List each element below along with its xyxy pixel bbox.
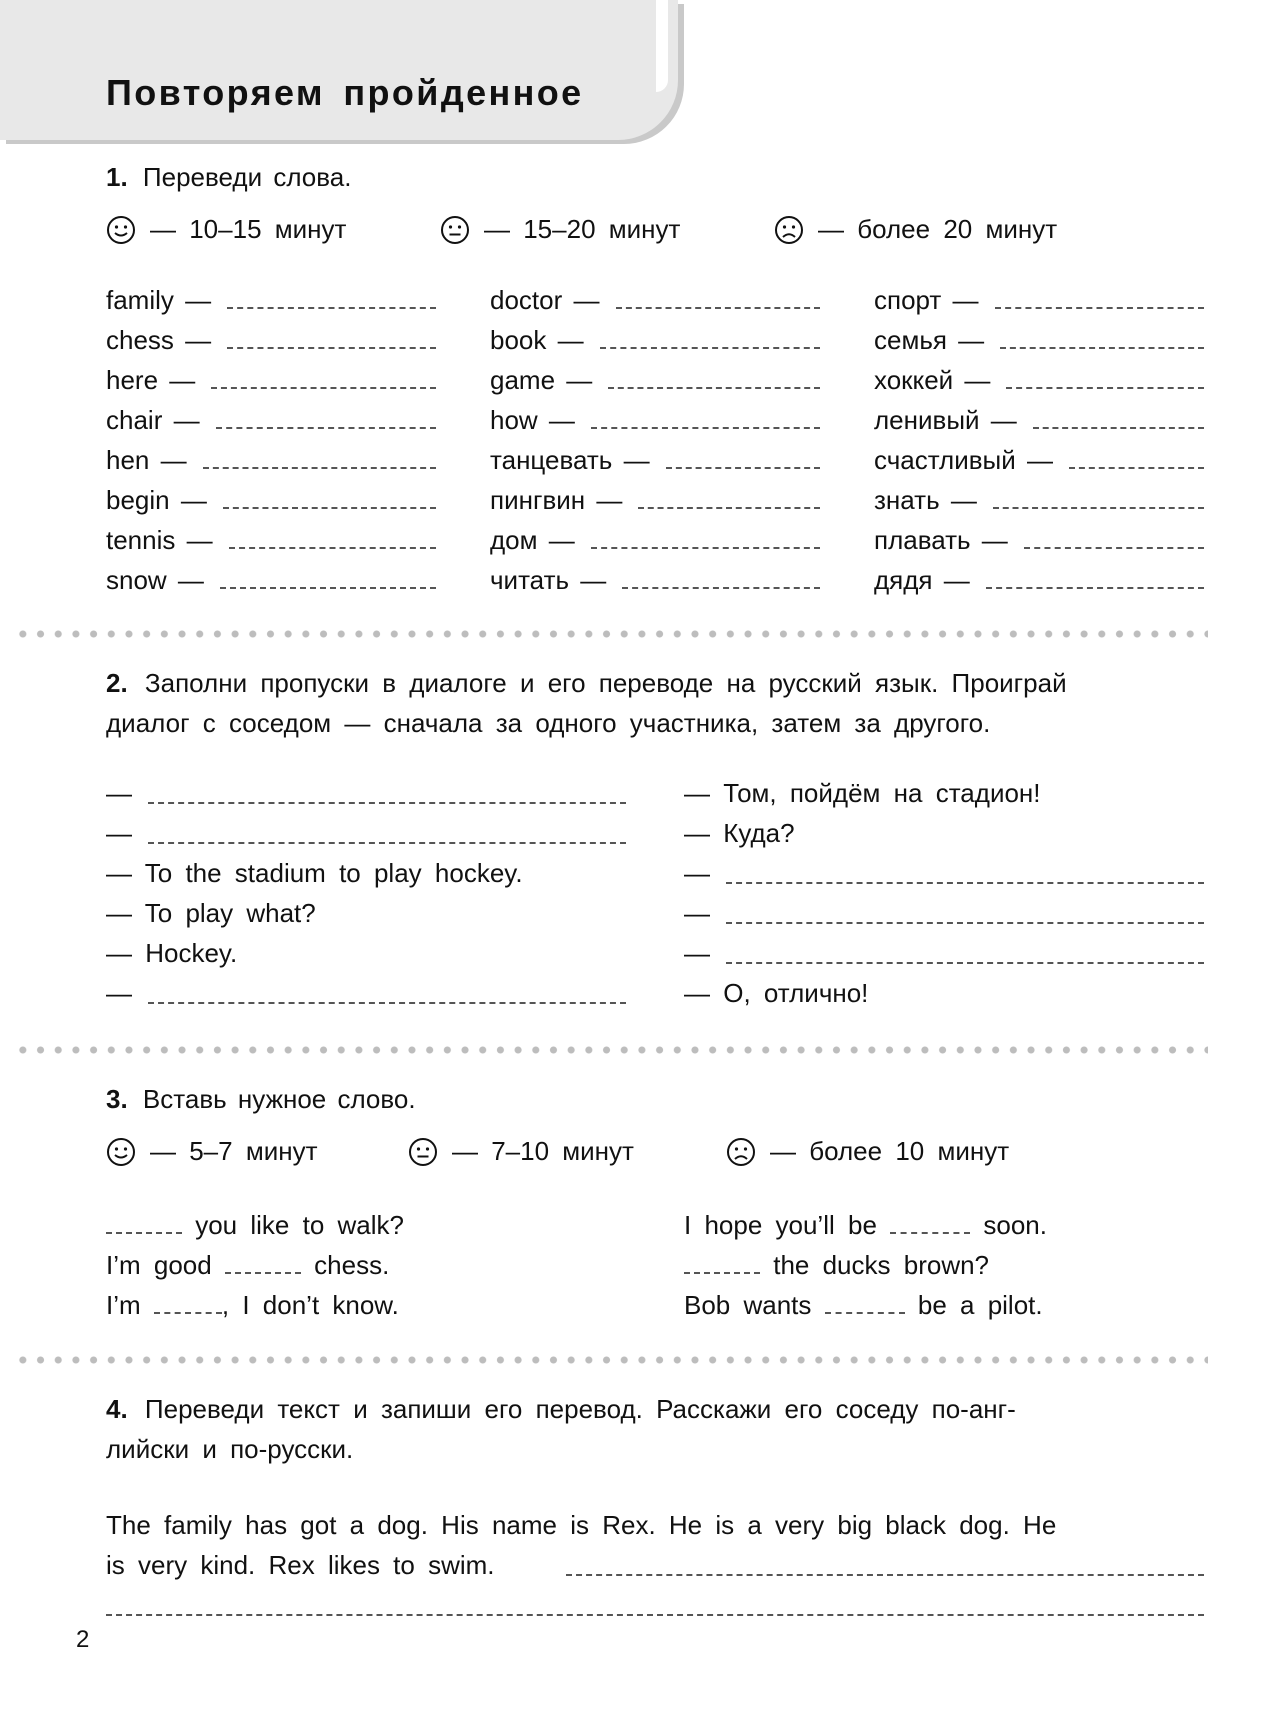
- word-row: [106, 356, 436, 396]
- dotted-separator: [14, 1356, 1208, 1364]
- task1-time-1: [106, 214, 346, 245]
- task2-instruction-line2: диалог с соседом — сначала за одного участника, затем за другого.: [106, 708, 991, 738]
- sentence-right-1: [684, 1206, 1047, 1244]
- task1-title: [106, 158, 351, 196]
- task3-time-text-3: — более 10 минут: [770, 1136, 1010, 1166]
- word-label: танцевать —: [490, 445, 650, 475]
- dialogue-left-4: — Hockey.: [106, 938, 238, 968]
- word-row: [874, 516, 1204, 556]
- answer-line[interactable]: [229, 547, 436, 549]
- word-row: [490, 276, 820, 316]
- word-label: дядя —: [874, 565, 970, 595]
- word-label: begin —: [106, 485, 207, 515]
- answer-line[interactable]: [216, 427, 436, 429]
- task1-time-text-2: — 15–20 минут: [484, 214, 681, 244]
- page-number: 2: [76, 1626, 90, 1653]
- word-column-1: [106, 276, 436, 596]
- task3-time-text-1: — 5–7 минут: [150, 1136, 318, 1166]
- word-label: doctor —: [490, 285, 600, 315]
- sentence-before: I hope you’ll be: [684, 1210, 891, 1240]
- word-blank[interactable]: [106, 1212, 182, 1234]
- word-row: [874, 436, 1204, 476]
- dialogue-right-3: —: [684, 898, 710, 928]
- word-column-2: [490, 276, 820, 596]
- dialogue-left-3: — To play what?: [106, 898, 316, 928]
- word-label: family —: [106, 285, 212, 315]
- answer-line[interactable]: [227, 347, 436, 349]
- task4-instruction-line1: Переведи текст и запиши его перевод. Расскажи его соседу по-анг-: [144, 1394, 1016, 1424]
- answer-line[interactable]: [223, 507, 436, 509]
- task3-time-2: [408, 1136, 634, 1167]
- word-blank[interactable]: [154, 1292, 222, 1314]
- answer-line[interactable]: [148, 1002, 626, 1004]
- word-label: book —: [490, 325, 584, 355]
- dialogue-right-5: — О, отлично!: [684, 978, 869, 1008]
- sentence-left-3: [106, 1286, 399, 1324]
- word-row: [106, 516, 436, 556]
- sentence-left-1: [106, 1206, 404, 1244]
- word-row: [490, 476, 820, 516]
- sentence-after: , I don’t know.: [221, 1290, 399, 1320]
- answer-line[interactable]: [1006, 387, 1204, 389]
- word-column-3: [874, 276, 1204, 596]
- word-row: [490, 356, 820, 396]
- word-label: game —: [490, 365, 593, 395]
- header-tab: [0, 0, 678, 140]
- word-label: chair —: [106, 405, 200, 435]
- task1-time-text-3: — более 20 минут: [818, 214, 1058, 244]
- answer-line[interactable]: [993, 507, 1204, 509]
- word-blank[interactable]: [225, 1252, 301, 1274]
- answer-line[interactable]: [726, 882, 1204, 884]
- word-label: читать —: [490, 565, 607, 595]
- answer-line[interactable]: [203, 467, 436, 469]
- answer-line[interactable]: [726, 962, 1204, 964]
- answer-line[interactable]: [1000, 347, 1204, 349]
- dialogue-right-4: —: [684, 938, 710, 968]
- task2-instruction-line1: Заполни пропуски в диалоге и его переводе на русский язык. Проиграй: [144, 668, 1067, 698]
- dialogue-left-5: —: [106, 978, 132, 1008]
- word-label: hen —: [106, 445, 187, 475]
- word-row: [874, 556, 1204, 596]
- sentence-after: you like to walk?: [182, 1210, 404, 1240]
- word-row: [874, 396, 1204, 436]
- word-row: [490, 436, 820, 476]
- task1-number: 1.: [106, 162, 128, 192]
- word-row: [106, 396, 436, 436]
- sentence-before: Bob wants: [684, 1290, 825, 1320]
- task3-title: [106, 1080, 416, 1118]
- word-blank[interactable]: [890, 1212, 970, 1234]
- answer-line[interactable]: [986, 587, 1204, 589]
- neutral-icon: [408, 1137, 438, 1167]
- smile-icon: [106, 1137, 136, 1167]
- answer-line[interactable]: [616, 307, 821, 309]
- task1-time-3: [774, 214, 1057, 245]
- answer-line[interactable]: [995, 307, 1204, 309]
- word-label: дом —: [490, 525, 575, 555]
- word-row: [490, 556, 820, 596]
- word-label: how —: [490, 405, 575, 435]
- sentence-after: chess.: [300, 1250, 390, 1280]
- task3-time-text-2: — 7–10 минут: [452, 1136, 634, 1166]
- answer-line[interactable]: [148, 842, 626, 844]
- task4-title: [106, 1390, 1016, 1428]
- word-label: семья —: [874, 325, 985, 355]
- answer-line[interactable]: [220, 587, 436, 589]
- word-row: [490, 316, 820, 356]
- word-label: snow —: [106, 565, 204, 595]
- task4-text-line2: is very kind. Rex likes to swim.: [106, 1550, 495, 1580]
- answer-line[interactable]: [1069, 467, 1204, 469]
- word-label: ленивый —: [874, 405, 1017, 435]
- answer-line[interactable]: [638, 507, 820, 509]
- dialogue-right-1: — Куда?: [684, 818, 795, 848]
- answer-line[interactable]: [211, 387, 436, 389]
- answer-line[interactable]: [608, 387, 820, 389]
- word-row: [874, 476, 1204, 516]
- task1-time-2: [440, 214, 680, 245]
- word-label: пингвин —: [490, 485, 623, 515]
- answer-line[interactable]: [600, 347, 820, 349]
- task3-instruction: Вставь нужное слово.: [142, 1084, 416, 1114]
- sentence-right-3: [684, 1286, 1043, 1324]
- neutral-icon: [440, 215, 470, 245]
- task4-instruction-line2: лийски и по-русски.: [106, 1434, 354, 1464]
- answer-line[interactable]: [1033, 427, 1204, 429]
- answer-line[interactable]: [106, 1614, 1204, 1616]
- word-row: [106, 316, 436, 356]
- header-shine: [656, 0, 668, 92]
- dialogue-left-1: —: [106, 818, 132, 848]
- dotted-separator: [14, 630, 1208, 638]
- smile-icon: [106, 215, 136, 245]
- sentence-after: soon.: [970, 1210, 1047, 1240]
- dialogue-right-2: —: [684, 858, 710, 888]
- sentence-before: I’m: [106, 1290, 154, 1320]
- sentence-after: the ducks brown?: [760, 1250, 990, 1280]
- word-label: плавать —: [874, 525, 1008, 555]
- task1-instruction: Переведи слова.: [142, 162, 352, 192]
- sentence-after: be a pilot.: [904, 1290, 1043, 1320]
- answer-line[interactable]: [666, 467, 820, 469]
- word-row: [106, 436, 436, 476]
- task3-number: 3.: [106, 1084, 128, 1114]
- word-row: [106, 476, 436, 516]
- task3-time-3: [726, 1136, 1009, 1167]
- answer-line[interactable]: [566, 1574, 1204, 1576]
- dotted-separator: [14, 1046, 1208, 1054]
- task2-title: [106, 664, 1067, 702]
- answer-line[interactable]: [148, 802, 626, 804]
- word-row: [874, 356, 1204, 396]
- answer-line[interactable]: [591, 427, 820, 429]
- word-row: [106, 556, 436, 596]
- answer-line[interactable]: [622, 587, 820, 589]
- word-row: [490, 516, 820, 556]
- word-label: here —: [106, 365, 196, 395]
- word-label: chess —: [106, 325, 212, 355]
- word-row: [106, 276, 436, 316]
- word-blank[interactable]: [825, 1292, 905, 1314]
- sentence-right-2: [684, 1246, 989, 1284]
- sad-icon: [726, 1137, 756, 1167]
- word-label: хоккей —: [874, 365, 991, 395]
- answer-line[interactable]: [726, 922, 1204, 924]
- task4-number: 4.: [106, 1394, 128, 1424]
- dialogue-right-0: — Том, пойдём на стадион!: [684, 778, 1041, 808]
- word-row: [874, 316, 1204, 356]
- sad-icon: [774, 215, 804, 245]
- task1-time-text-1: — 10–15 минут: [150, 214, 347, 244]
- task3-time-1: [106, 1136, 318, 1167]
- dialogue-left-2: — To the stadium to play hockey.: [106, 858, 523, 888]
- word-blank[interactable]: [684, 1252, 760, 1274]
- dialogue-left-0: —: [106, 778, 132, 808]
- word-label: знать —: [874, 485, 977, 515]
- word-row: [874, 276, 1204, 316]
- page-title: Повторяем пройденное: [106, 72, 584, 113]
- task4-text-line1: The family has got a dog. His name is Rex. He is a very big black dog. He: [106, 1510, 1057, 1540]
- answer-line[interactable]: [227, 307, 436, 309]
- task2-number: 2.: [106, 668, 128, 698]
- word-label: tennis —: [106, 525, 213, 555]
- sentence-left-2: [106, 1246, 389, 1284]
- answer-line[interactable]: [591, 547, 820, 549]
- answer-line[interactable]: [1024, 547, 1204, 549]
- word-label: спорт —: [874, 285, 979, 315]
- sentence-before: I’m good: [106, 1250, 225, 1280]
- word-row: [490, 396, 820, 436]
- word-label: счастливый —: [874, 445, 1053, 475]
